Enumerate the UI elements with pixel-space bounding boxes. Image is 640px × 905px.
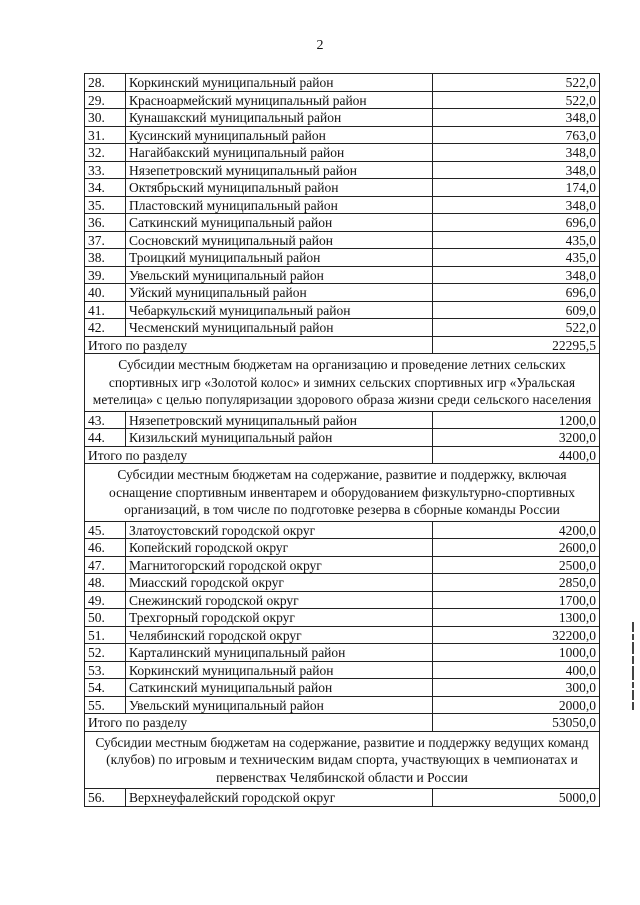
section-header-row [85, 731, 600, 789]
subsidy-amount: 2000,0 [433, 696, 600, 714]
section-total-label: Итого по разделу [85, 446, 433, 464]
table-row [85, 74, 600, 92]
table-row [85, 231, 600, 249]
municipality-name: Коркинский муниципальный район [126, 661, 433, 679]
municipality-name: Коркинский муниципальный район [126, 74, 433, 92]
subsidy-amount: 522,0 [433, 74, 600, 92]
table-row [85, 126, 600, 144]
municipality-name: Миасский городской округ [126, 574, 433, 592]
municipality-name: Верхнеуфалейский городской округ [126, 789, 433, 807]
subsidy-amount: 300,0 [433, 679, 600, 697]
subsidy-amount: 696,0 [433, 284, 600, 302]
subsidy-amount: 348,0 [433, 196, 600, 214]
subsidy-amount: 2500,0 [433, 556, 600, 574]
section-total-row [85, 336, 600, 354]
table-row [85, 266, 600, 284]
table-row [85, 429, 600, 447]
table-row [85, 161, 600, 179]
row-number: 49. [85, 591, 126, 609]
table-row [85, 284, 600, 302]
section-heading: Субсидии местным бюджетам на содержание, развитие и поддержку ведущих команд (клубов) по игровым и техническим видам спорта, участвующих в чемпионатах и первенствах Челябинской области и России [85, 731, 600, 789]
subsidy-amount: 5000,0 [433, 789, 600, 807]
row-number: 31. [85, 126, 126, 144]
row-number: 38. [85, 249, 126, 267]
row-number: 29. [85, 91, 126, 109]
municipality-name: Нагайбакский муниципальный район [126, 144, 433, 162]
row-number: 54. [85, 679, 126, 697]
row-number: 33. [85, 161, 126, 179]
subsidy-table [84, 73, 600, 807]
municipality-name: Нязепетровский муниципальный район [126, 411, 433, 429]
section-total-label: Итого по разделу [85, 336, 433, 354]
subsidy-amount: 435,0 [433, 231, 600, 249]
municipality-name: Чесменский муниципальный район [126, 319, 433, 337]
municipality-name: Магнитогорский городской округ [126, 556, 433, 574]
municipality-name: Снежинский городской округ [126, 591, 433, 609]
municipality-name: Уйский муниципальный район [126, 284, 433, 302]
row-number: 50. [85, 609, 126, 627]
subsidy-amount: 348,0 [433, 161, 600, 179]
subsidy-amount: 2850,0 [433, 574, 600, 592]
table-row [85, 521, 600, 539]
subsidy-amount: 1700,0 [433, 591, 600, 609]
municipality-name: Трехгорный городской округ [126, 609, 433, 627]
municipality-name: Троицкий муниципальный район [126, 249, 433, 267]
subsidy-amount: 2600,0 [433, 539, 600, 557]
municipality-name: Октябрьский муниципальный район [126, 179, 433, 197]
table-row [85, 91, 600, 109]
municipality-name: Увельский муниципальный район [126, 266, 433, 284]
municipality-name: Кусинский муниципальный район [126, 126, 433, 144]
subsidy-amount: 522,0 [433, 91, 600, 109]
municipality-name: Пластовский муниципальный район [126, 196, 433, 214]
section-total-label: Итого по разделу [85, 714, 433, 732]
municipality-name: Челябинский городской округ [126, 626, 433, 644]
subsidy-amount: 763,0 [433, 126, 600, 144]
table-row [85, 179, 600, 197]
row-number: 28. [85, 74, 126, 92]
subsidy-amount: 348,0 [433, 266, 600, 284]
municipality-name: Карталинский муниципальный район [126, 644, 433, 662]
subsidy-amount: 1300,0 [433, 609, 600, 627]
table-row [85, 626, 600, 644]
row-number: 39. [85, 266, 126, 284]
subsidy-amount: 348,0 [433, 109, 600, 127]
table-row [85, 679, 600, 697]
subsidy-amount: 400,0 [433, 661, 600, 679]
row-number: 53. [85, 661, 126, 679]
section-total-amount: 4400,0 [433, 446, 600, 464]
subsidy-amount: 609,0 [433, 301, 600, 319]
table-row [85, 301, 600, 319]
table-row [85, 644, 600, 662]
section-heading: Субсидии местным бюджетам на содержание, развитие и поддержку, включая оснащение спортивным инвентарем и оборудованием физкультурно-спортивных организаций, в том числе по подготовке резерва в сборные команды России [85, 464, 600, 522]
municipality-name: Саткинский муниципальный район [126, 679, 433, 697]
row-number: 43. [85, 411, 126, 429]
row-number: 30. [85, 109, 126, 127]
municipality-name: Увельский муниципальный район [126, 696, 433, 714]
section-header-row [85, 464, 600, 522]
municipality-name: Кизильский муниципальный район [126, 429, 433, 447]
table-row [85, 319, 600, 337]
subsidy-amount: 1200,0 [433, 411, 600, 429]
row-number: 48. [85, 574, 126, 592]
row-number: 41. [85, 301, 126, 319]
row-number: 35. [85, 196, 126, 214]
table-row [85, 574, 600, 592]
subsidy-amount: 32200,0 [433, 626, 600, 644]
row-number: 45. [85, 521, 126, 539]
table-row [85, 196, 600, 214]
row-number: 32. [85, 144, 126, 162]
subsidy-amount: 1000,0 [433, 644, 600, 662]
table-row [85, 661, 600, 679]
margin-mark [630, 620, 636, 780]
row-number: 37. [85, 231, 126, 249]
section-total-row [85, 446, 600, 464]
row-number: 42. [85, 319, 126, 337]
municipality-name: Саткинский муниципальный район [126, 214, 433, 232]
municipality-name: Нязепетровский муниципальный район [126, 161, 433, 179]
subsidy-amount: 4200,0 [433, 521, 600, 539]
row-number: 40. [85, 284, 126, 302]
municipality-name: Копейский городской округ [126, 539, 433, 557]
table-row [85, 696, 600, 714]
section-header-row [85, 354, 600, 412]
table-row [85, 789, 600, 807]
subsidy-amount: 348,0 [433, 144, 600, 162]
section-total-amount: 22295,5 [433, 336, 600, 354]
row-number: 36. [85, 214, 126, 232]
row-number: 34. [85, 179, 126, 197]
subsidy-amount: 3200,0 [433, 429, 600, 447]
subsidy-amount: 174,0 [433, 179, 600, 197]
municipality-name: Чебаркульский муниципальный район [126, 301, 433, 319]
row-number: 47. [85, 556, 126, 574]
municipality-name: Кунашакский муниципальный район [126, 109, 433, 127]
subsidy-amount: 696,0 [433, 214, 600, 232]
table-row [85, 249, 600, 267]
municipality-name: Сосновский муниципальный район [126, 231, 433, 249]
row-number: 52. [85, 644, 126, 662]
municipality-name: Красноармейский муниципальный район [126, 91, 433, 109]
section-heading: Субсидии местным бюджетам на организацию и проведение летних сельских спортивных игр «Золотой колос» и зимних сельских спортивных игр «Уральская метелица» с целью популяризации здорового образа жизни среди сельского населения [85, 354, 600, 412]
table-row [85, 144, 600, 162]
row-number: 56. [85, 789, 126, 807]
subsidy-amount: 435,0 [433, 249, 600, 267]
table-row [85, 556, 600, 574]
table-row [85, 539, 600, 557]
row-number: 55. [85, 696, 126, 714]
table-row [85, 609, 600, 627]
row-number: 51. [85, 626, 126, 644]
table-row [85, 591, 600, 609]
table-row [85, 109, 600, 127]
section-total-amount: 53050,0 [433, 714, 600, 732]
table-row [85, 214, 600, 232]
municipality-name: Златоустовский городской округ [126, 521, 433, 539]
row-number: 46. [85, 539, 126, 557]
table-row [85, 411, 600, 429]
page-number: 2 [316, 38, 324, 53]
section-total-row [85, 714, 600, 732]
row-number: 44. [85, 429, 126, 447]
subsidy-amount: 522,0 [433, 319, 600, 337]
